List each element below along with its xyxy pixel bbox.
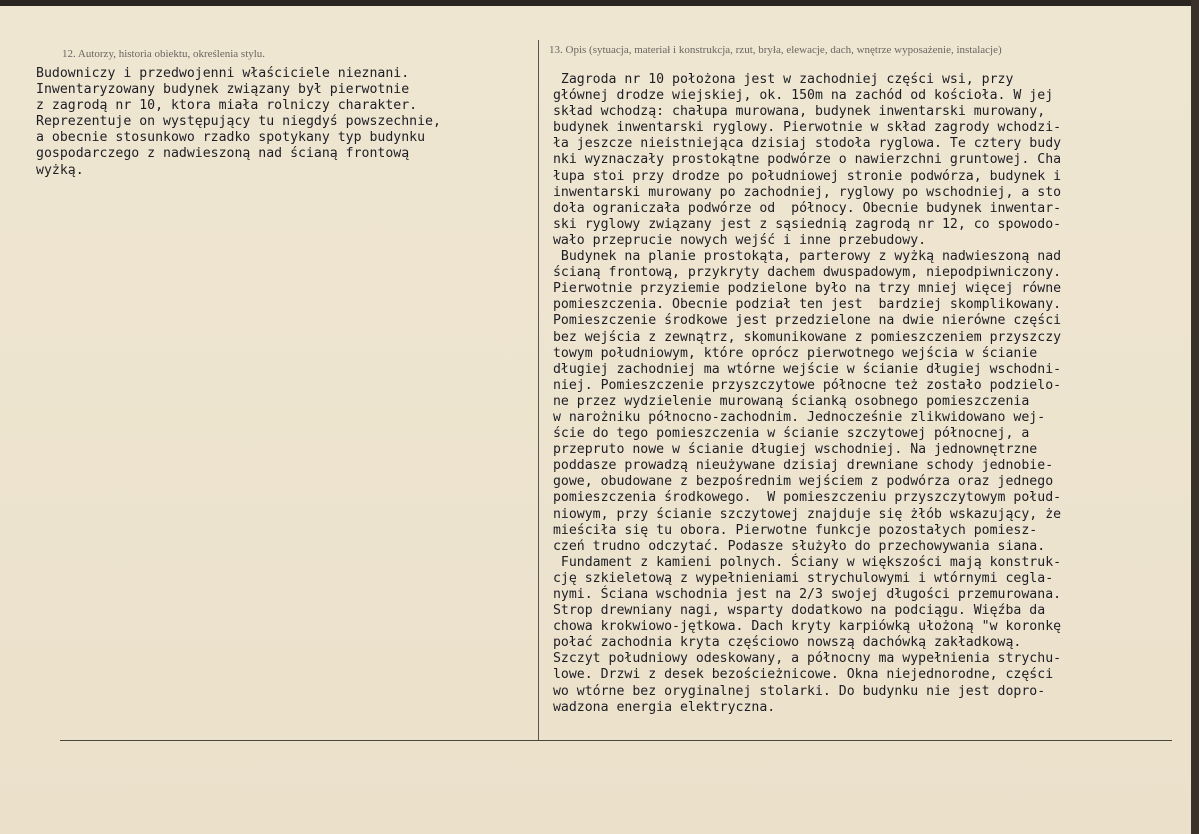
text-line: pomieszczenia środkowego. W pomieszczeniu przyszczytowym połud-	[545, 490, 1062, 506]
text-line: ścianą frontową, przykryty dachem dwuspadowym, niepodpiwniczony.	[545, 265, 1062, 281]
text-line: niowym, przy ścianie szczytowej znajduje się żłób wskazujący, że	[545, 506, 1062, 522]
text-line: gospodarczego z nadwieszoną nad ścianą frontową	[36, 146, 410, 162]
text-line: ne przez wydzielenie murowaną ścianką osobnego pomieszczenia	[545, 393, 1030, 409]
section-13-header: 13. Opis (sytuacja, materiał i konstrukcja, rzut, bryła, elewacje, dach, wnętrze wyposażenie, instalacje)	[549, 44, 1002, 56]
text-line: Pierwotnie przyziemie podzielone było na trzy mniej więcej równe	[545, 281, 1062, 297]
text-line: wo wtórne bez oryginalnej stolarki. Do budynku nie jest dopro-	[545, 683, 1046, 699]
text-line: bez wejścia z zewnątrz, skomunikowane z pomieszczeniem przyszczy	[545, 329, 1062, 345]
text-line: mieściła się tu obora. Pierwotne funkcje pozostałych pomiesz-	[545, 522, 1038, 538]
text-line: gowe, obudowane z bezpośrednim wejściem z podwórza oraz jednego	[545, 474, 1054, 490]
column-divider	[538, 40, 539, 740]
text-line: wało przeprucie nowych wejść i inne przebudowy.	[545, 232, 927, 248]
text-line: doła ograniczała podwórze od północy. Obecnie budynek inwentar-	[545, 200, 1062, 216]
text-line: lowe. Drzwi z desek bezościeżnicowe. Okna niejednorodne, części	[545, 667, 1054, 683]
text-line: nymi. Ściana wschodnia jest na 2/3 swojej długości przemurowana.	[545, 587, 1062, 602]
bottom-rule	[60, 740, 1172, 741]
text-line: niej. Pomieszczenie przyszczytowe północne też zostało podzielo-	[545, 377, 1062, 393]
text-line: czeń trudno odczytać. Podasze służyło do przechowywania siana.	[545, 538, 1046, 554]
text-line: Szczyt południowy odeskowany, a północny ma wypełnienia strychu-	[545, 651, 1062, 667]
text-line: wyżką.	[36, 162, 84, 178]
text-line: przepruto nowe w ścianie długiej wschodniej. Na jednownętrzne	[545, 442, 1038, 458]
text-line: towym południowym, które oprócz pierwotnego wejścia w ścianie	[545, 345, 1038, 361]
text-line: chowa krokwiowo-jętkowa. Dach kryty karpiówką ułożoną "w koronkę	[545, 619, 1062, 635]
text-line: inwentarski murowany po zachodniej, ryglowy po wschodniej, a sto	[545, 184, 1062, 200]
section-12-header: 12. Autorzy, historia obiektu, określenia stylu.	[62, 48, 266, 60]
text-line: wadzona energia elektryczna.	[545, 699, 776, 715]
text-line: w narożniku północno-zachodnim. Jednocześnie zlikwidowano wej-	[545, 409, 1046, 425]
text-line: Inwentaryzowany budynek związany był pierwotnie	[36, 82, 410, 98]
text-line: cję szkieletową z wypełnieniami strychulowymi i wtórnymi cegla-	[545, 570, 1054, 586]
text-line: łupa stoi przy drodze po południowej stronie podwórza, budynek i	[545, 168, 1062, 184]
text-line: z zagrodą nr 10, ktora miała rolniczy charakter.	[36, 98, 418, 114]
text-line: skład wchodzą: chałupa murowana, budynek inwentarski murowany,	[545, 104, 1046, 120]
text-line: poddasze prowadzą nieużywane dzisiaj drewniane schody jednobie-	[545, 458, 1054, 474]
section-12-text	[36, 66, 536, 179]
section-13-text	[545, 72, 1195, 716]
text-line: ście do tego pomieszczenia w ścianie szczytowej północnej, a	[545, 426, 1030, 442]
page-top-edge	[0, 0, 1199, 6]
text-line: pomieszczenia. Obecnie podział ten jest bardziej skomplikowany.	[545, 297, 1062, 313]
text-line: ski ryglowy związany jest z sąsiednią zagrodą nr 12, co spowodo-	[545, 216, 1062, 232]
text-line: budynek inwentarski ryglowy. Pierwotnie w skład zagrody wchodzi-	[545, 120, 1062, 136]
text-line: połać zachodnia kryta częściowo nowszą dachówką zakładkową.	[545, 635, 1022, 651]
text-line: głównej drodze wiejskiej, ok. 150m na zachód od kościoła. W jej	[545, 88, 1054, 104]
text-line: Pomieszczenie środkowe jest przedzielone na dwie nierówne części	[545, 313, 1062, 329]
text-line: Budowniczy i przedwojenni właściciele nieznani.	[36, 66, 410, 81]
text-line: a obecnie stosunkowo rzadko spotykany typ budynku	[36, 130, 426, 146]
text-line: Reprezentuje on występujący tu niegdyś powszechnie,	[36, 114, 441, 130]
text-line: długiej zachodniej ma wtórne wejście w ścianie długiej wschodni-	[545, 361, 1062, 377]
text-line: Strop drewniany nagi, wsparty dodatkowo na podciągu. Więźba da	[545, 603, 1046, 619]
text-line: Budynek na planie prostokąta, parterowy z wyżką nadwieszoną nad	[545, 249, 1062, 265]
text-line: nki wyznaczały prostokątne podwórze o nawierzchni gruntowej. Cha	[545, 152, 1062, 168]
text-line: Zagroda nr 10 położona jest w zachodniej części wsi, przy	[545, 72, 1014, 87]
text-line: ła jeszcze nieistniejąca dzisiaj stodoła ryglowa. Te cztery budy	[545, 136, 1062, 152]
text-line: Fundament z kamieni polnych. Ściany w większości mają konstruk-	[545, 554, 1062, 570]
